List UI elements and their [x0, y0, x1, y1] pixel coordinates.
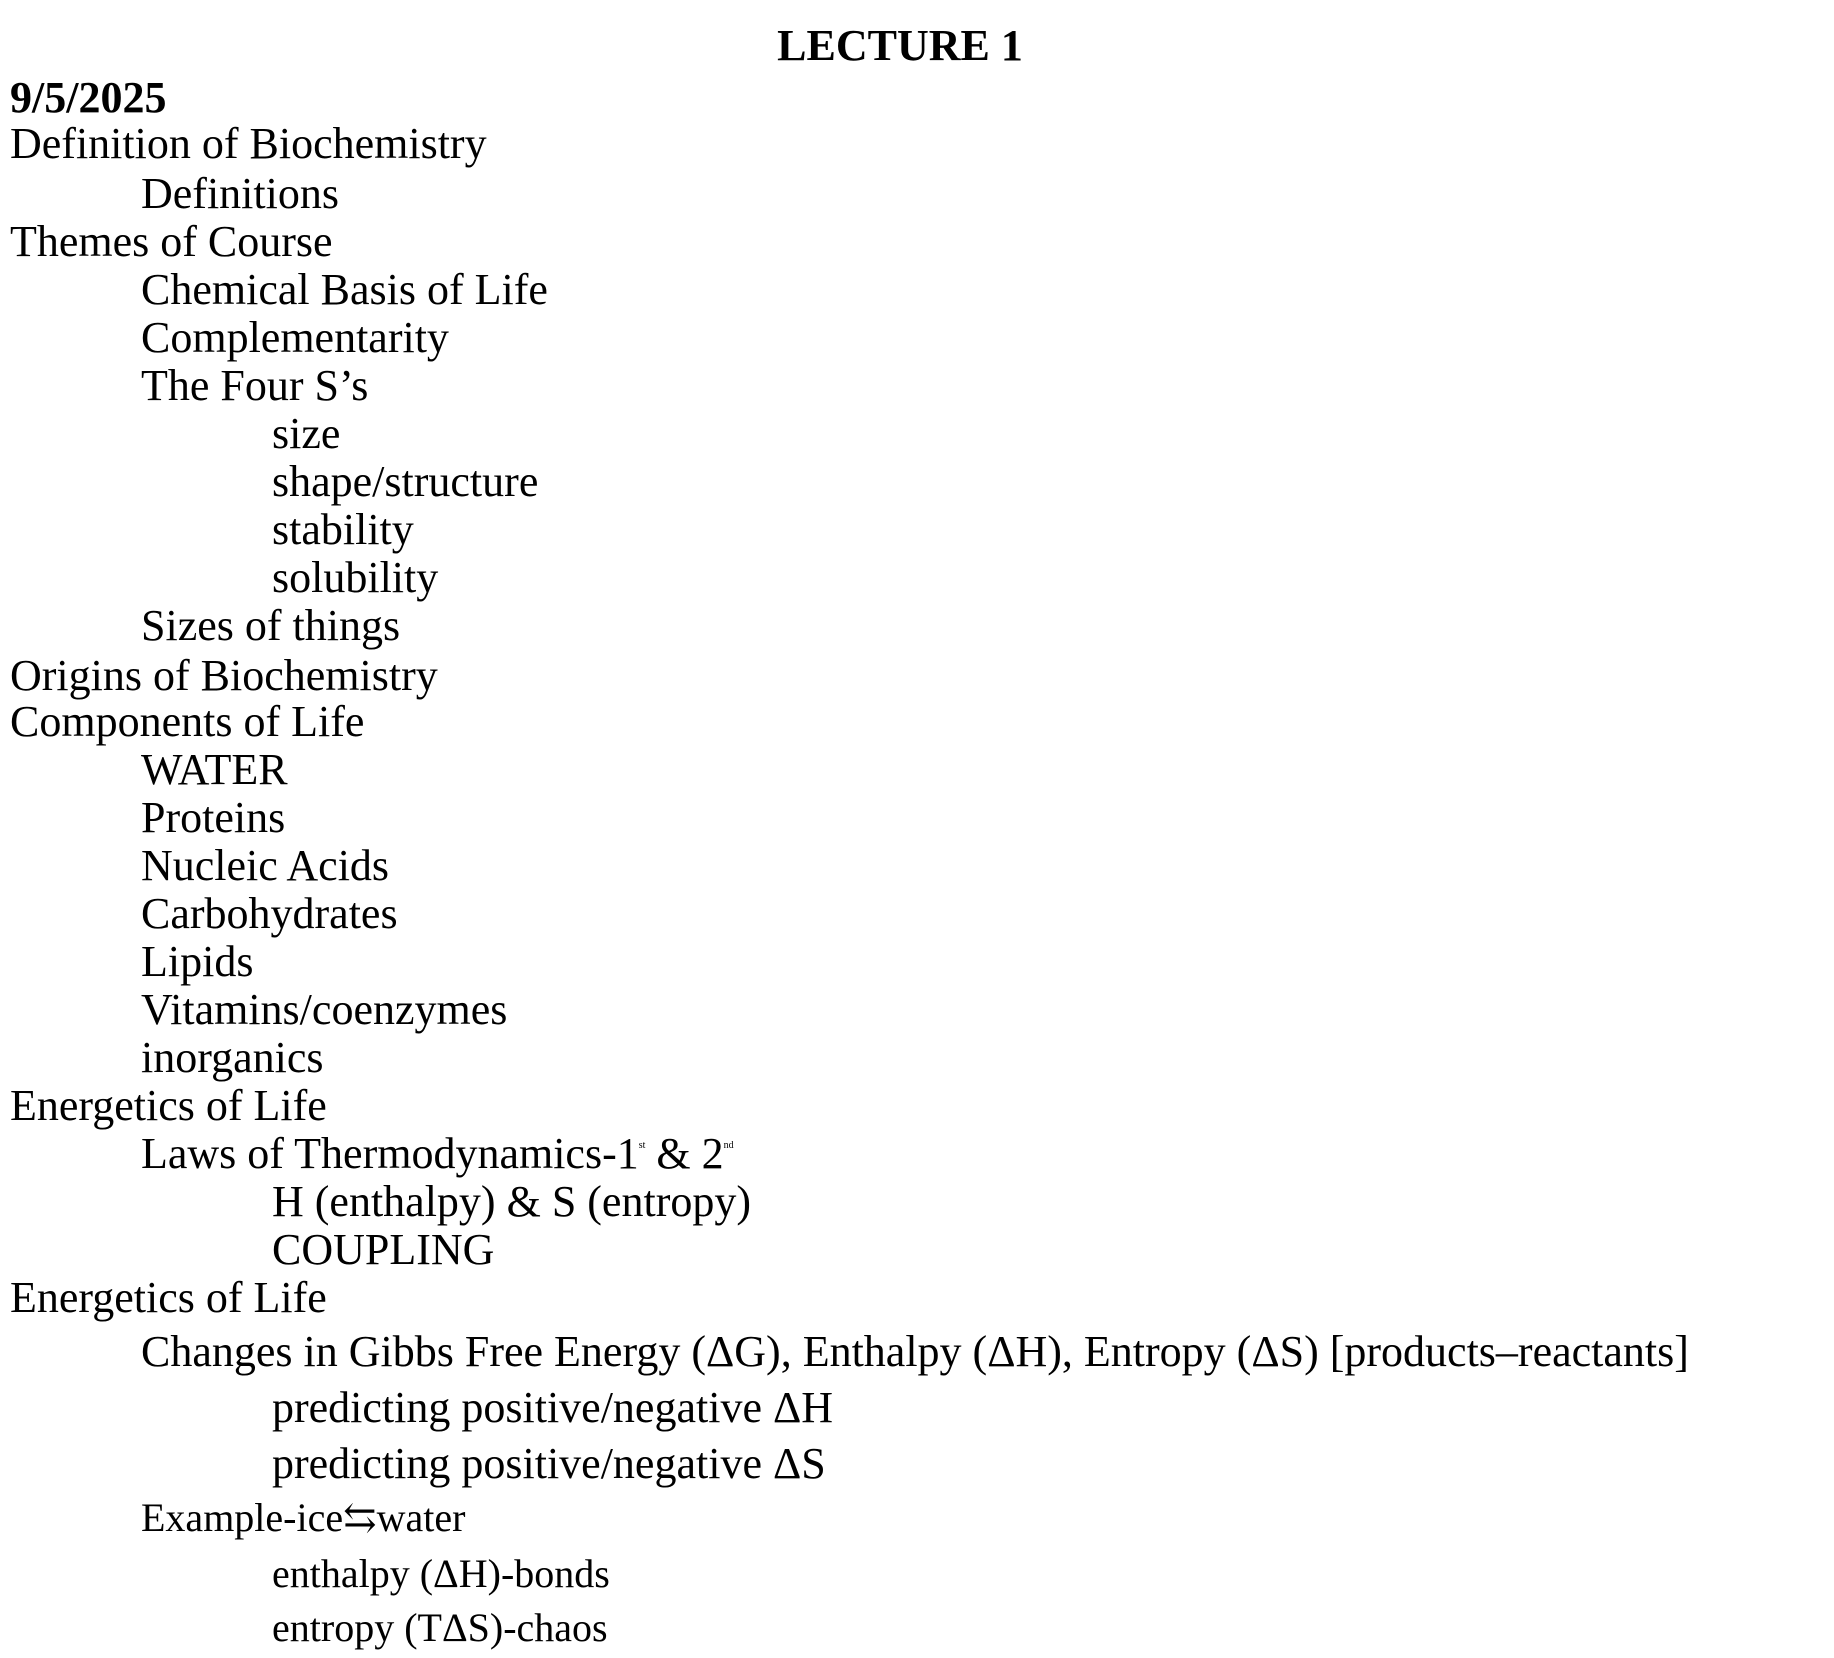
outline-subitem: Proteins — [141, 793, 286, 842]
outline-heading: Energetics of Life — [10, 1081, 327, 1130]
outline-heading: Origins of Biochemistry — [10, 651, 438, 700]
outline-subitem: Example-ice⇆water — [141, 1495, 466, 1540]
outline-subitem: Nucleic Acids — [141, 841, 390, 890]
outline-subitem: Chemical Basis of Life — [141, 265, 548, 314]
outline-detail: shape/structure — [272, 457, 539, 506]
outline-subitem: inorganics — [141, 1033, 324, 1082]
outline-detail: predicting positive/negative ΔS — [272, 1439, 826, 1488]
outline-subitem: Carbohydrates — [141, 889, 398, 938]
outline-heading: Themes of Course — [10, 217, 333, 266]
thermo-law-text: Laws of Thermodynamics-1 — [141, 1129, 639, 1178]
outline-subitem: Definitions — [141, 169, 339, 218]
outline-subitem: Lipids — [141, 937, 254, 986]
outline-subitem: Sizes of things — [141, 601, 401, 650]
outline-heading: Definition of Biochemistry — [10, 119, 487, 168]
outline-detail: H (enthalpy) & S (entropy) — [272, 1177, 751, 1226]
outline-detail: enthalpy (ΔH)-bonds — [272, 1551, 610, 1596]
outline-subitem: The Four S’s — [141, 361, 369, 410]
thermo-law-second: & 2 — [645, 1129, 724, 1178]
superscript-st: st — [638, 1140, 646, 1151]
outline-subitem: Complementarity — [141, 313, 449, 362]
outline-detail: entropy (TΔS)-chaos — [272, 1605, 608, 1650]
outline-detail: solubility — [272, 553, 439, 602]
outline-subitem: Vitamins/coenzymes — [141, 985, 508, 1034]
lecture-date: 9/5/2025 — [10, 73, 167, 122]
outline-heading: Components of Life — [10, 697, 365, 746]
outline-heading: Energetics of Life — [10, 1273, 327, 1322]
outline-subitem: Changes in Gibbs Free Energy (ΔG), Enthalpy (ΔH), Entropy (ΔS) [products–reactants] — [141, 1327, 1689, 1376]
outline-subitem: WATER — [141, 745, 288, 794]
lecture-title: LECTURE 1 — [777, 21, 1023, 70]
outline-detail: COUPLING — [272, 1225, 495, 1274]
outline-detail: size — [272, 409, 341, 458]
outline-detail: stability — [272, 505, 414, 554]
outline-detail: predicting positive/negative ΔH — [272, 1383, 834, 1432]
superscript-nd: nd — [723, 1140, 734, 1151]
